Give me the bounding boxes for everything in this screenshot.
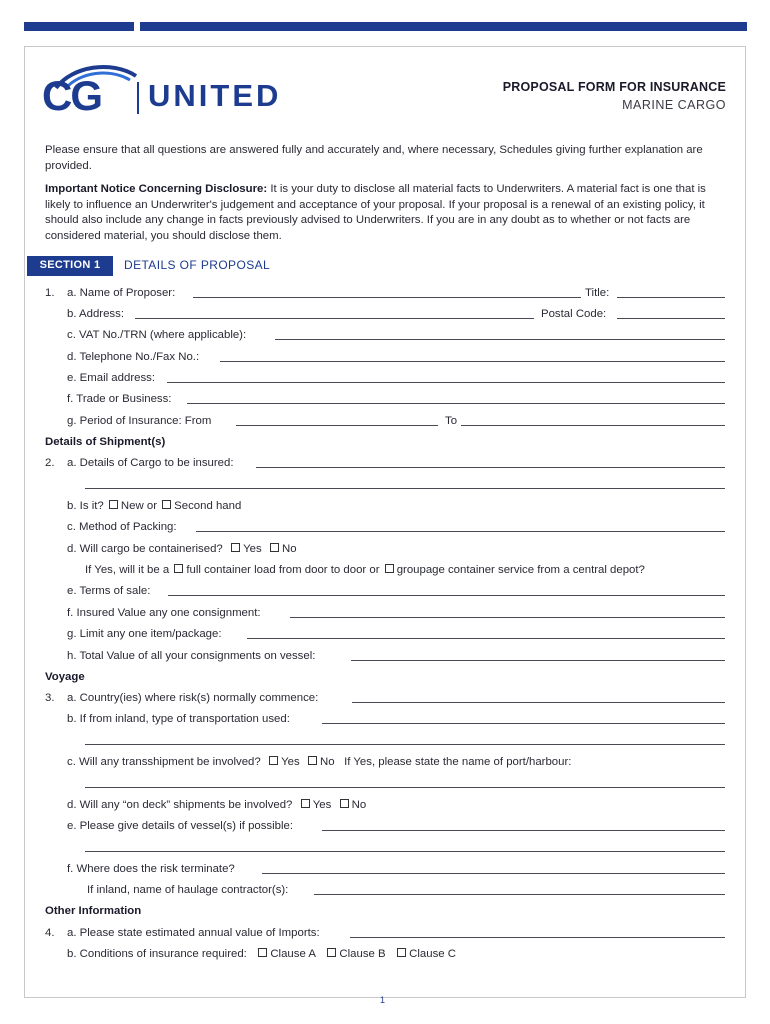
label-transshipment-text: c. Will any transshipment be involved? (67, 756, 261, 768)
input-haulage-contractor[interactable] (314, 894, 725, 895)
label-period-to: To (445, 415, 458, 427)
question-number: 3. (45, 692, 55, 704)
input-transport-type[interactable] (322, 723, 725, 724)
heading-other-information: Other Information (45, 905, 142, 917)
top-accent-bar-left (24, 22, 134, 31)
disclosure-notice (45, 182, 725, 244)
option-no: No (351, 799, 367, 811)
logo-divider (137, 82, 139, 114)
label-title: Title: (585, 287, 610, 299)
form-title-block (503, 80, 726, 112)
option-new: New or (120, 500, 157, 512)
label-is-it (67, 498, 241, 514)
input-name-of-proposer[interactable] (193, 297, 581, 298)
label-is-it-text: b. Is it? (67, 500, 104, 512)
input-period-to[interactable] (461, 425, 725, 426)
input-address[interactable] (135, 318, 534, 319)
input-annual-imports[interactable] (350, 937, 725, 938)
intro-paragraph: Please ensure that all questions are answered fully and accurately and, where necessary, Schedules giving further explanation are provided. (45, 144, 703, 172)
form-subtitle: MARINE CARGO (622, 98, 726, 112)
label-terms-of-sale: e. Terms of sale: (67, 585, 151, 597)
input-cargo-details-cont[interactable] (85, 488, 725, 489)
option-full-container: full container load from door to door or (186, 564, 380, 576)
option-second-hand: Second hand (174, 500, 242, 512)
footer-rule-left (40, 997, 365, 998)
input-title[interactable] (617, 297, 725, 298)
input-telephone[interactable] (220, 361, 725, 362)
heading-details-of-shipment: Details of Shipment(s) (45, 436, 166, 448)
input-period-from[interactable] (236, 425, 438, 426)
option-no: No (320, 756, 335, 768)
notice-text: It is your duty to disclose all material facts to Underwriters. A material fact is one that is likely to influence an Underwriter's judgement and acceptance of your proposal. If your proposal is a renewal of an existing policy, it should also include any change in facts previously advised to Underwriters. If you are in any doubt as to whether or not facts are considered material, you should disclose them. (45, 183, 706, 242)
section-title: DETAILS OF PROPOSAL (124, 258, 271, 272)
cg-united-logo (42, 62, 302, 122)
label-vat-no: c. VAT No./TRN (where applicable): (67, 329, 247, 341)
checkbox-containerised-no[interactable] (270, 543, 279, 552)
option-clause-a: Clause A (270, 948, 316, 960)
checkbox-clause-b[interactable] (327, 948, 336, 957)
option-clause-c: Clause C (409, 948, 457, 960)
input-email[interactable] (167, 382, 725, 383)
section-tag: SECTION 1 (27, 256, 113, 274)
input-risk-terminate[interactable] (262, 873, 725, 874)
input-transport-type-cont[interactable] (85, 744, 725, 745)
input-transshipment-port[interactable] (85, 787, 725, 788)
label-haulage-contractor: If inland, name of haulage contractor(s): (87, 884, 289, 896)
input-risk-commence[interactable] (352, 702, 725, 703)
checkbox-second-hand[interactable] (162, 500, 171, 509)
input-cargo-details[interactable] (256, 467, 725, 468)
label-cargo-details: a. Details of Cargo to be insured: (67, 457, 234, 469)
label-telephone: d. Telephone No./Fax No.: (67, 351, 200, 363)
logo-united: UNITED (148, 78, 282, 113)
label-method-of-packing: c. Method of Packing: (67, 521, 177, 533)
checkbox-clause-a[interactable] (258, 948, 267, 957)
input-vessel-details[interactable] (322, 830, 725, 831)
label-conditions (67, 946, 456, 962)
page-number: 1 (380, 995, 386, 1005)
input-total-value[interactable] (351, 660, 725, 661)
label-email: e. Email address: (67, 372, 155, 384)
label-address: b. Address: (67, 308, 124, 320)
checkbox-containerised-yes[interactable] (231, 543, 240, 552)
form-title: PROPOSAL FORM FOR INSURANCE (502, 80, 726, 94)
question-number: 4. (45, 927, 55, 939)
option-yes: Yes (312, 799, 332, 811)
label-total-value: h. Total Value of all your consignments on vessel: (67, 650, 316, 662)
label-conditions-text: b. Conditions of insurance required: (67, 948, 247, 960)
option-clause-b: Clause B (339, 948, 386, 960)
input-terms-of-sale[interactable] (168, 595, 725, 596)
input-trade-business[interactable] (187, 403, 725, 404)
heading-voyage: Voyage (45, 671, 85, 683)
label-period-from: g. Period of Insurance: From (67, 415, 212, 427)
input-limit-per-item[interactable] (247, 638, 725, 639)
footer-rule-right (402, 997, 727, 998)
option-groupage: groupage container service from a central depot? (396, 564, 645, 576)
label-limit-per-item: g. Limit any one item/package: (67, 628, 222, 640)
label-postal-code: Postal Code: (541, 308, 607, 320)
label-insured-value: f. Insured Value any one consignment: (67, 607, 261, 619)
label-trade-business: f. Trade or Business: (67, 393, 172, 405)
option-no: No (282, 543, 297, 555)
label-transshipment (67, 754, 571, 770)
notice-label: Important Notice Concerning Disclosure: (45, 183, 268, 195)
option-yes: Yes (243, 543, 262, 555)
label-container-type (85, 562, 645, 578)
input-postal-code[interactable] (617, 318, 725, 319)
label-containerised-text: d. Will cargo be containerised? (67, 543, 223, 555)
question-number: 2. (45, 457, 55, 469)
checkbox-clause-c[interactable] (397, 948, 406, 957)
label-transport-type: b. If from inland, type of transportation used: (67, 713, 290, 725)
checkbox-new[interactable] (109, 500, 118, 509)
input-insured-value[interactable] (290, 617, 725, 618)
checkbox-on-deck-yes[interactable] (301, 799, 310, 808)
logo-cg: CG (42, 72, 101, 119)
checkbox-transshipment-yes[interactable] (269, 756, 278, 765)
label-on-deck-text: d. Will any “on deck” shipments be involved? (67, 799, 293, 811)
label-vessel-details: e. Please give details of vessel(s) if possible: (67, 820, 294, 832)
label-annual-imports: a. Please state estimated annual value of Imports: (67, 927, 320, 939)
top-accent-bar-right (140, 22, 747, 31)
input-method-of-packing[interactable] (196, 531, 725, 532)
checkbox-groupage[interactable] (385, 564, 394, 573)
label-on-deck (67, 797, 366, 813)
transshipment-port-prompt: If Yes, please state the name of port/harbour: (344, 756, 572, 768)
question-number: 1. (45, 287, 55, 299)
label-name-of-proposer: a. Name of Proposer: (67, 287, 176, 299)
checkbox-transshipment-no[interactable] (308, 756, 317, 765)
input-vessel-details-cont[interactable] (85, 851, 725, 852)
section-underline (27, 274, 113, 276)
container-prompt: If Yes, will it be a (85, 564, 170, 576)
option-yes: Yes (281, 756, 300, 768)
checkbox-full-container[interactable] (174, 564, 183, 573)
label-containerised (67, 541, 297, 557)
label-risk-commence: a. Country(ies) where risk(s) normally commence: (67, 692, 319, 704)
input-vat-no[interactable] (275, 339, 725, 340)
checkbox-on-deck-no[interactable] (340, 799, 349, 808)
label-risk-terminate: f. Where does the risk terminate? (67, 863, 235, 875)
